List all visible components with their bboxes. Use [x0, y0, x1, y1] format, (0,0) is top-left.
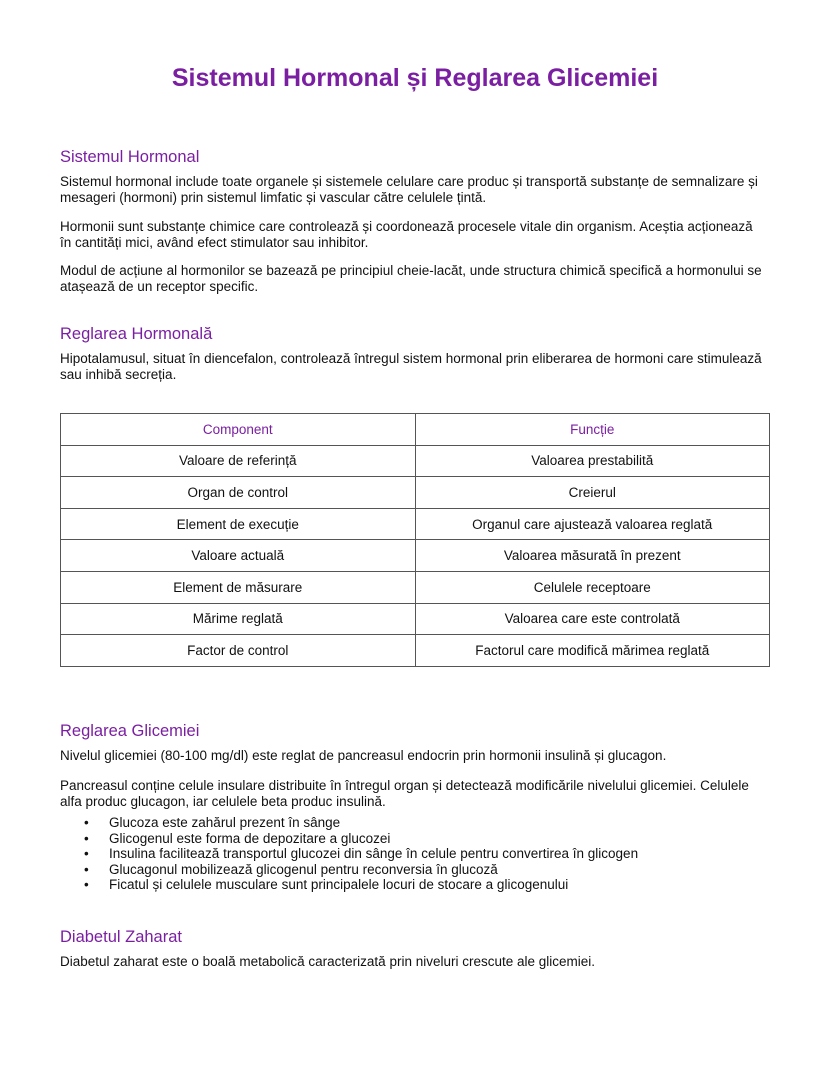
list-item-text: Insulina facilitează transportul glucozei din sânge în celule pentru convertirea în glicogen [109, 846, 639, 862]
table-row [61, 508, 770, 540]
table-cell: Valoarea prestabilită [415, 445, 770, 477]
table-row [61, 603, 770, 635]
table-row [61, 445, 770, 477]
table-row [61, 477, 770, 509]
paragraph: Hipotalamusul, situat în diencefalon, controlează întregul sistem hormonal prin eliberarea de hormoni care stimulează sau inhibă secreția. [60, 351, 762, 382]
table-row [61, 571, 770, 603]
bullet-list [60, 815, 638, 893]
table-cell: Organ de control [61, 477, 416, 509]
paragraph: Sistemul hormonal include toate organele și sistemele celulare care produc și transportă substanțe de semnalizare și mesageri (hormoni) prin sistemul limfatic și vascular către celulele țintă. [60, 174, 758, 205]
table-cell: Valoare actuală [61, 540, 416, 572]
paragraph: Diabetul zaharat este o boală metabolică caracterizată prin niveluri crescute ale glicemiei. [60, 954, 596, 969]
table-header-cell: Funcție [415, 414, 770, 446]
table-row [61, 540, 770, 572]
list-item-text: Ficatul și celulele musculare sunt principalele locuri de stocare a glicogenului [109, 877, 569, 893]
list-item-text: Glucagonul mobilizează glicogenul pentru reconversia în glucoză [109, 861, 498, 877]
list-item [60, 877, 638, 893]
paragraph: Pancreasul conține celule insulare distribuite în întregul organ și detectează modificările nivelului glicemiei. Celulele alfa produc glucagon, iar celulele beta produc insulină. [60, 778, 749, 809]
regulation-table [60, 413, 770, 667]
table-cell: Element de măsurare [61, 571, 416, 603]
table-cell: Element de execuție [61, 508, 416, 540]
section-heading-reglarea-hormonala: Reglarea Hormonală [60, 325, 213, 343]
table-cell: Factorul care modifică mărimea reglată [415, 635, 770, 667]
paragraph: Nivelul glicemiei (80-100 mg/dl) este reglat de pancreasul endocrin prin hormonii insulină și glucagon. [60, 748, 667, 763]
table-header-row [61, 414, 770, 446]
bullet-icon: • [84, 830, 89, 846]
section-heading-sistemul-hormonal: Sistemul Hormonal [60, 148, 200, 166]
list-item-text: Glucoza este zahărul prezent în sânge [109, 815, 341, 830]
bullet-icon: • [84, 846, 89, 862]
list-item [60, 815, 638, 831]
table-header-cell: Component [61, 414, 416, 446]
section-heading-reglarea-glicemiei: Reglarea Glicemiei [60, 722, 200, 740]
list-item [60, 831, 638, 847]
table-cell: Celulele receptoare [415, 571, 770, 603]
table-row [61, 635, 770, 667]
list-item [60, 862, 638, 878]
list-item [60, 846, 638, 862]
table-cell: Creierul [415, 477, 770, 509]
list-item-text: Glicogenul este forma de depozitare a glucozei [109, 830, 391, 846]
table-cell: Factor de control [61, 635, 416, 667]
bullet-icon: • [84, 815, 89, 830]
document-title: Sistemul Hormonal și Reglarea Glicemiei [171, 64, 659, 92]
table-cell: Valoarea măsurată în prezent [415, 540, 770, 572]
table-cell: Valoarea care este controlată [415, 603, 770, 635]
table-cell: Mărime reglată [61, 603, 416, 635]
section-heading-diabetul-zaharat: Diabetul Zaharat [60, 928, 182, 946]
bullet-icon: • [84, 861, 89, 877]
table-cell: Organul care ajustează valoarea reglată [415, 508, 770, 540]
paragraph: Modul de acțiune al hormonilor se bazează pe principiul cheie-lacăt, unde structura chimică specifică a hormonului se atașează de un receptor specific. [60, 263, 762, 294]
bullet-icon: • [84, 877, 89, 893]
table-cell: Valoare de referință [61, 445, 416, 477]
paragraph: Hormonii sunt substanțe chimice care controlează și coordonează procesele vitale din organism. Aceștia acționează în cantități mici, având efect stimulator sau inhibitor. [60, 219, 753, 250]
